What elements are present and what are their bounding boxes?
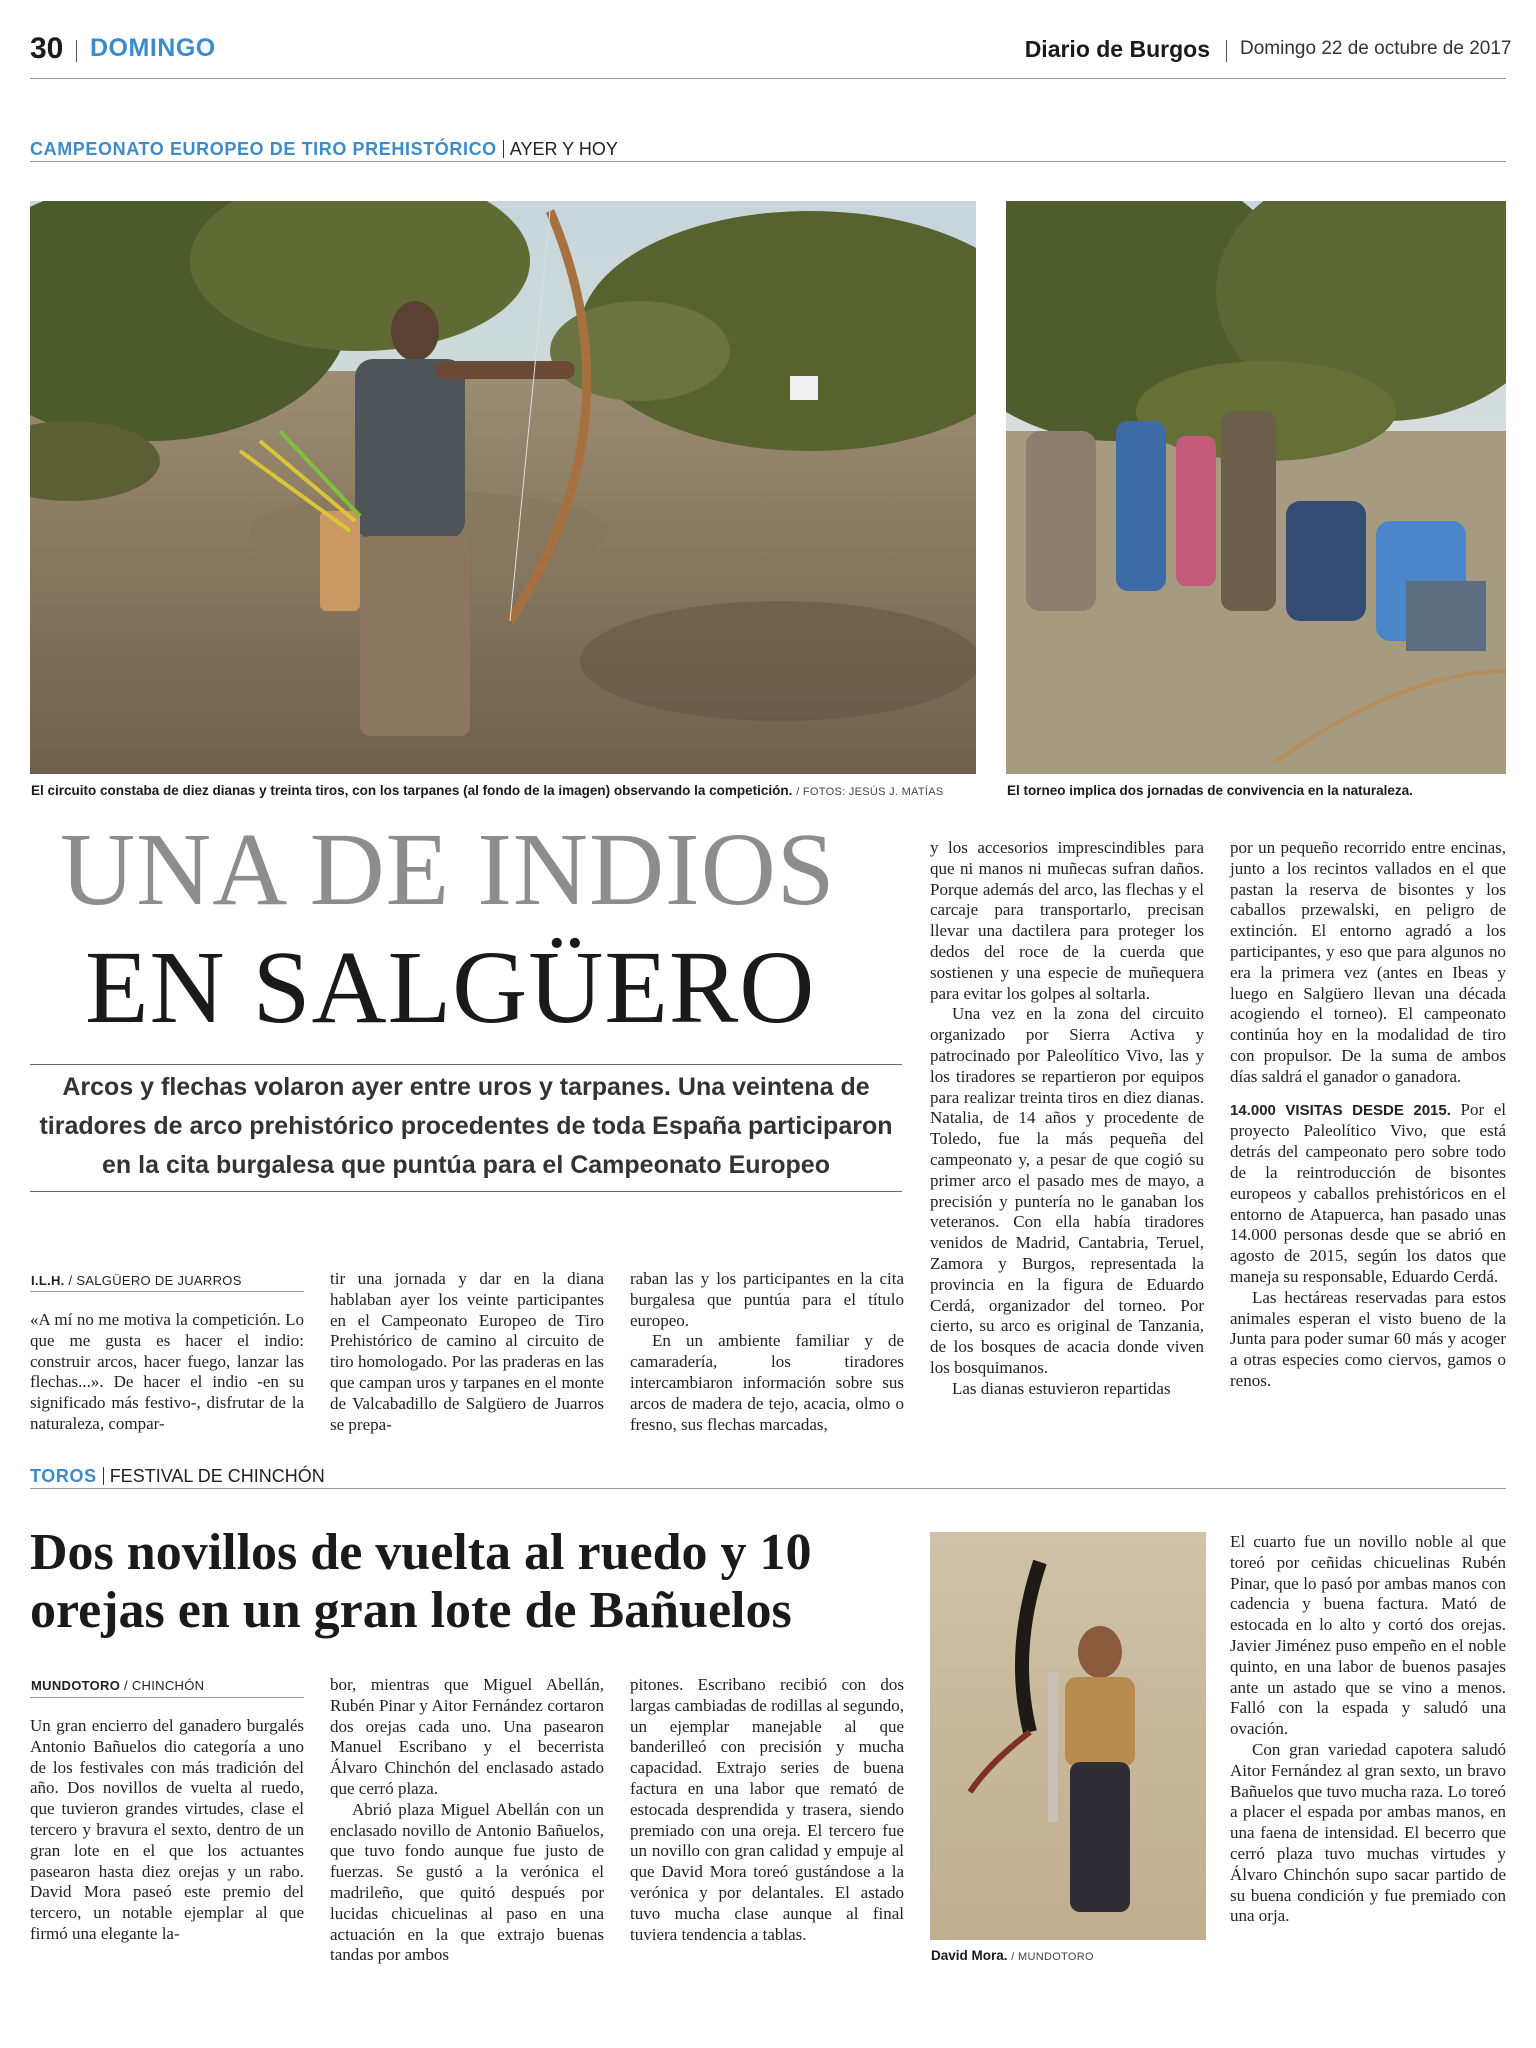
paragraph: Una vez en la zona del circuito organizado por Sierra Activa y patrocinado por Paleolítico Vivo, las y los tiradores se repartieron por equipos para realizar treinta tiros en diez dianas. Natalia, de 14 años y procedente de Toledo, fue la más pequeña del campeonato y, a pesar de que cogió su primer arco el pasado mes de mayo, a precisión y puntería no le ganaban los veteranos. Con ella había tiradores venidos de Madrid, Cantabria, Teruel, Zamora y Burgos, representada la provincia en la figura de Eduardo Cerdá, organizador del torneo. Por cierto, su arco es original de Tanzania, de los bosques de acacia donde viven los bosquimanos. (930, 1004, 1204, 1377)
paragraph: Las dianas estuvieron repartidas (952, 1378, 1171, 1398)
article1-column-2 (330, 1269, 604, 1435)
bullfighter-photo (930, 1532, 1206, 1940)
photo-credit: / MUNDOTORO (1011, 1951, 1094, 1963)
kicker-topic: TOROS (30, 1466, 97, 1486)
article1-column-1 (30, 1310, 304, 1435)
photo-credit: / FOTOS: JESÚS J. MATÍAS (796, 786, 944, 798)
paragraph: raban las y los participantes en la cita burgalesa que puntúa para el título europeo. (630, 1269, 904, 1330)
newspaper-name: Diario de Burgos (1024, 36, 1210, 62)
byline-author: MUNDOTORO (31, 1678, 121, 1693)
paragraph: En un ambiente familiar y de camaradería, los tiradores intercambiaron información sobre sus arcos de madera de tejo, acacia, olmo o fresno, sus flechas marcadas, (630, 1331, 904, 1434)
issue-date: Domingo 22 de octubre de 2017 (1240, 38, 1512, 59)
article2-byline (31, 1678, 204, 1693)
group-photo (1006, 201, 1506, 774)
kicker-rule (30, 161, 1506, 162)
kicker-subtopic: AYER Y HOY (509, 139, 618, 159)
subheading: 14.000 VISITAS DESDE 2015. (1230, 1101, 1451, 1119)
paragraph-text: Por el proyecto Paleolítico Vivo, que está detrás del campeonato pero sobre todo de la reintroducción de bisontes europeos y caballos prehistóricos en el entorno de Atapuerca, han pasado unas 14.000 personas desde que se abrió en agosto de 2015, según los datos que maneja su responsable, Eduardo Cerdá. (1230, 1099, 1506, 1286)
article2-headline-line1: Dos novillos de vuelta al ruedo y 10 (30, 1524, 812, 1581)
paragraph: bor, mientras que Miguel Abellán, Rubén Pinar y Aitor Fernández cortaron dos orejas cada uno. Una pasearon Manuel Escribano y el becerrista Álvaro Chinchón del enclasado astado que cerró plaza. (330, 1675, 604, 1798)
article1-byline (31, 1273, 242, 1288)
paragraph: tir una jornada y dar en la diana hablaban ayer los veinte participantes en el Campeonato Europeo de Tiro Prehistórico de camino al circuito de tiro homologado. Por las praderas en las que campan uros y tarpanes en el monte de Valcabadillo de Salgüero de Juarros se prepa- (330, 1269, 604, 1434)
byline-place: / SALGÜERO DE JUARROS (68, 1273, 242, 1288)
article1-headline-line1: UNA DE INDIOS (60, 812, 836, 927)
article1-column-4 (930, 838, 1204, 1400)
article1-column-5 (1230, 838, 1506, 1392)
caption-text: David Mora. (931, 1948, 1008, 1963)
byline-place: / CHINCHÓN (124, 1678, 205, 1693)
page-number: 30 (30, 32, 64, 65)
paragraph: y los accesorios imprescindibles para que ni manos ni muñecas sufran daños. Porque además del arco, las flechas y el carcaje para transportarlo, precisan llevar una dactilera para proteger los dedos del roce de la cuerda que sostienen y una especie de muñequera para evitar los golpes al soltarla. (930, 838, 1204, 1003)
caption-text: El circuito constaba de diez dianas y treinta tiros, con los tarpanes (al fondo de la imagen) observando la competición. (31, 783, 793, 798)
article2-column-1 (30, 1716, 304, 1945)
kicker-subtopic: FESTIVAL DE CHINCHÓN (109, 1466, 325, 1486)
section-name: DOMINGO (90, 34, 216, 62)
paragraph (1230, 1100, 1506, 1288)
paragraph: Un gran encierro del ganadero burgalés Antonio Bañuelos dio categoría a uno de los festivales con más tradición del año. Dos novillos de vuelta al ruedo, que tuvieron grandes virtudes, clase el tercero y bravura el sexto, dentro de un gran lote en el que los actuantes pasearon hasta diez orejas y un rabo. David Mora paseó este premio del tercero, un notable ejemplar al que firmó una elegante la- (30, 1716, 304, 1943)
archer-photo-caption (31, 783, 944, 798)
paragraph: por un pequeño recorrido entre encinas, junto a los recintos vallados en el que pastan la reserva de bisontes y los caballos przewalski, en peligro de extinción. El entorno agradó a los participantes, y eso que para algunos no era la primera vez (antes en Ibeas y luego en Salgüero llevan una década acogiendo el torneo). El campeonato continúa hoy en la modalidad de tiro con propulsor. De la suma de ambos días saldrá el ganador o ganadora. (1230, 838, 1506, 1086)
kicker-topic: CAMPEONATO EUROPEO DE TIRO PREHISTÓRICO (30, 139, 497, 159)
header-rule (30, 78, 1506, 79)
article1-headline-line2: EN SALGÜERO (85, 930, 816, 1045)
article2-kicker (30, 1466, 325, 1487)
bullfighter-photo-caption (931, 1948, 1094, 1963)
kicker-rule-2 (30, 1488, 1506, 1489)
paragraph: pitones. Escribano recibió con dos largas cambiadas de rodillas al segundo, un ejemplar manejable al que banderilleó con precisión y mucha capacidad. Extrajo series de buena factura en una labor que remató de estocada desprendida y trasera, siendo premiado con una oreja. El tercero fue un novillo con gran calidad y empuje al que David Mora toreó gustándose a la verónica y por delantales. El astado tuvo mucha clase aunque al final tuviera tendencia a tablas. (630, 1675, 904, 1944)
article2-column-2 (330, 1675, 604, 1966)
group-photo-caption: El torneo implica dos jornadas de convivencia en la naturaleza. (1007, 783, 1413, 798)
header-separator (76, 40, 77, 62)
paragraph: Las hectáreas reservadas para estos animales esperan el visto bueno de la Junta para poder sumar 60 más y acoger a otras especies como ciervos, gamos o renos. (1230, 1287, 1506, 1390)
article2-headline-line2: orejas en un gran lote de Bañuelos (30, 1582, 792, 1639)
article1-kicker (30, 139, 618, 160)
article2-column-3 (630, 1675, 904, 1945)
byline-rule-2 (30, 1697, 304, 1698)
article2-column-5 (1230, 1532, 1506, 1927)
byline-author: I.L.H. (31, 1273, 65, 1288)
article1-deck: Arcos y flechas volaron ayer entre uros y tarpanes. Una veintena de tiradores de arco prehistórico procedentes de toda España participaron en la cita burgalesa que puntúa para el Campeonato Europeo (30, 1064, 902, 1192)
article1-column-3 (630, 1269, 904, 1435)
archer-photo (30, 201, 976, 774)
paragraph: Abrió plaza Miguel Abellán con un enclasado novillo de Antonio Bañuelos, que tuvo fondo aunque fue justo de fuerzas. Se gustó a la verónica el madrileño, que quitó después por lucidas chicuelinas al paso en una actuación en la que extrajo buenas tandas por ambos (330, 1799, 604, 1965)
header-separator-2 (1226, 40, 1227, 62)
paragraph: Con gran variedad capotera saludó Aitor Fernández al gran sexto, un bravo Bañuelos que tuvo mucha raza. Lo toreó a placer el espada por ambas manos, en una faena de intensidad. El becerro que cerró plaza tuvo muchas virtudes y Álvaro Chinchón supo sacar partido de su buena condición y fue premiado con una orja. (1230, 1739, 1506, 1926)
byline-rule (30, 1291, 304, 1292)
paragraph: «A mí no me motiva la competición. Lo que me gusta es hacer el indio: construir arcos, hacer fuego, lanzar las flechas...». De hacer el indio -en su significado más festivo-, disfrutar de la naturaleza, compar- (30, 1310, 304, 1433)
paragraph: El cuarto fue un novillo noble al que toreó por ceñidas chicuelinas Rubén Pinar, que lo pasó por ambas manos con cadencia y buena factura. Mató de estocada en lo alto y cortó dos orejas. Javier Jiménez puso empeño en el noble quinto, en una labor de buenos pasajes ante un astado que se vino a menos. Falló con la espada y saludó una ovación. (1230, 1532, 1506, 1739)
